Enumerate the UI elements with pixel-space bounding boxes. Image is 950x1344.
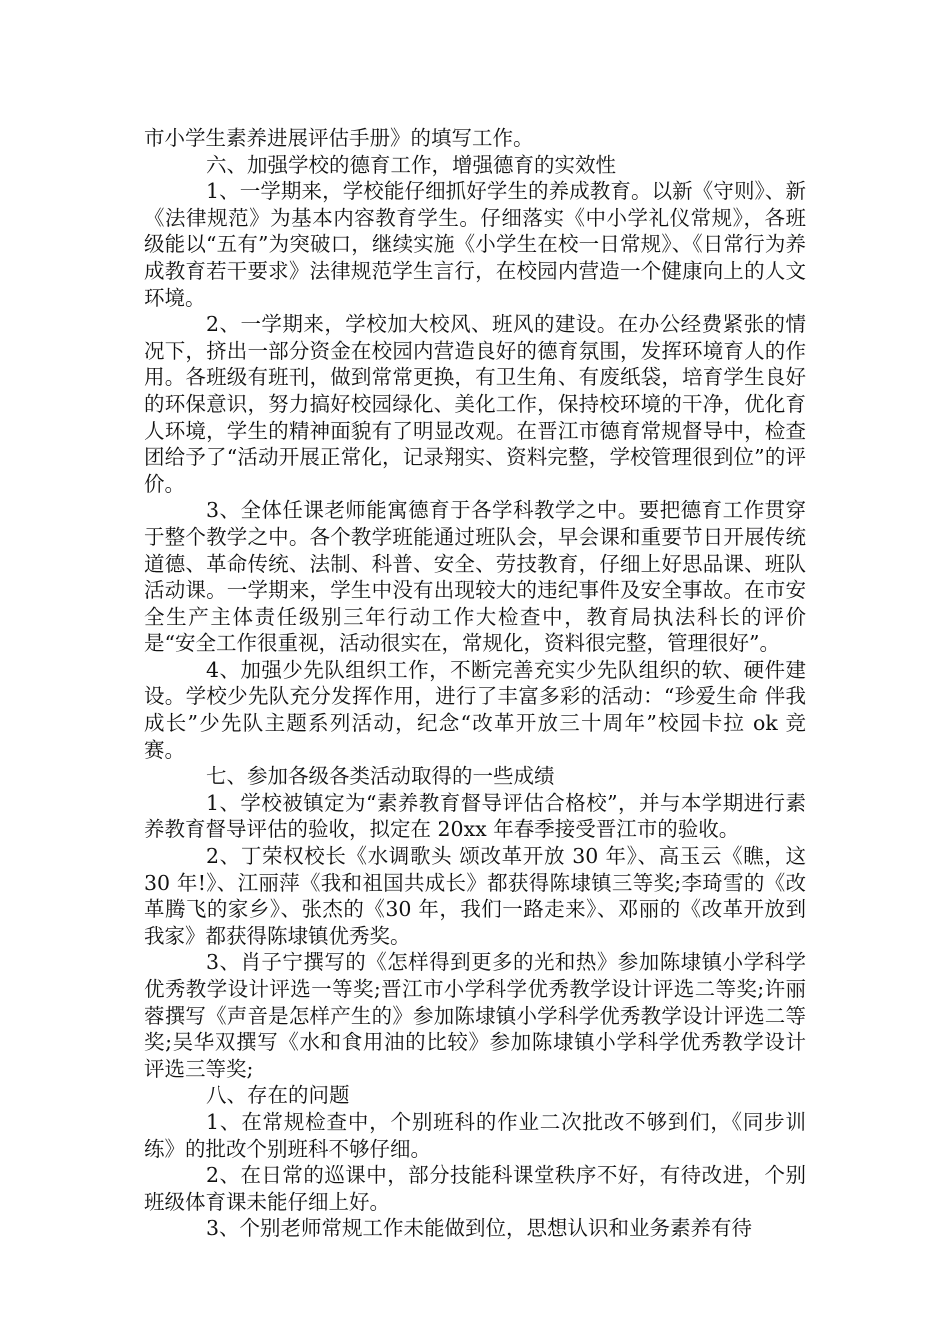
section-heading-7: 七、参加各级各类活动取得的一些成绩: [206, 764, 555, 789]
paragraph-continuation: 市小学生素养进展评估手册》的填写工作。: [144, 126, 534, 150]
paragraph-8-1: 1、在常规检查中，个别班科的作业二次批改不够到们，《同步训练》的批改个别班科不够仔细。: [144, 1109, 806, 1161]
paragraph-7-1: 1、学校被镇定为“素养教育督导评估合格校”，并与本学期进行素养教育督导评估的验收，拟定在 20xx 年春季接受晋江市的验收。: [144, 790, 806, 842]
document-body: [144, 125, 806, 1242]
section-heading-6: 六、加强学校的德育工作，增强德育的实效性: [206, 152, 616, 177]
paragraph-6-4: 4、加强少先队组织工作，不断完善充实少先队组织的软、硬件建设。学校少先队充分发挥作用，进行了丰富多彩的活动：“珍爱生命 伴我成长”少先队主题系列活动，纪念“改革开放三十周年”校园卡拉 ok 竞赛。: [144, 657, 806, 762]
paragraph-7-2: 2、丁荣权校长《水调歌头 颂改革开放 30 年》、高玉云《瞧，这 30 年!》、江丽萍《我和祖国共成长》都获得陈埭镇三等奖;李琦雪的《改革腾飞的家乡》、张杰的《30 年，我们一路走来》、邓丽的《改革开放到我家》都获得陈埭镇优秀奖。: [144, 844, 806, 948]
paragraph-8-3: 3、个别老师常规工作未能做到位，思想认识和业务素养有待: [206, 1216, 753, 1241]
paragraph-6-1: 1、一学期来，学校能仔细抓好学生的养成教育。以新《守则》、新《法律规范》为基本内容教育学生。仔细落实《中小学礼仪常规》，各班级能以“五有”为突破口，继续实施《小学生在校一日常规》、《日常行为养成教育若干要求》法律规范学生言行，在校园内营造一个健康向上的人文环境。: [144, 179, 806, 310]
paragraph-8-2: 2、在日常的巡课中，部分技能科课堂秩序不好，有待改进，个别班级体育课未能仔细上好。: [144, 1163, 806, 1214]
paragraph-7-3: 3、肖子宁撰写的《怎样得到更多的光和热》参加陈埭镇小学科学优秀教学设计评选一等奖;晋江市小学科学优秀教学设计评选二等奖;许丽蓉撰写《声音是怎样产生的》参加陈埭镇小学科学优秀教学设计评选二等奖;吴华双撰写《水和食用油的比较》参加陈埭镇小学科学优秀教学设计评选三等奖;: [144, 950, 806, 1081]
paragraph-6-3: 3、全体任课老师能寓德育于各学科教学之中。要把德育工作贯穿于整个教学之中。各个教学班能通过班队会，早会课和重要节日开展传统道德、革命传统、法制、科普、安全、劳技教育，仔细上好思品课、班队活动课。一学期来，学生中没有出现较大的违纪事件及安全事故。在市安全生产主体责任级别三年行动工作大检查中，教育局执法科长的评价是“安全工作很重视，活动很实在，常规化，资料很完整，管理很好”。: [144, 498, 806, 656]
section-heading-8: 八、存在的问题: [206, 1083, 350, 1108]
paragraph-6-2: 2、一学期来，学校加大校风、班风的建设。在办公经费紧张的情况下，挤出一部分资金在校园内营造良好的德育氛围，发挥环境育人的作用。各班级有班刊，做到常常更换，有卫生角、有废纸袋，培育学生良好的环保意识，努力搞好校园绿化、美化工作，保持校环境的干净，优化育人环境，学生的精神面貌有了明显改观。在晋江市德育常规督导中，检查团给予了“活动开展正常化，记录翔实、资料完整，学校管理很到位”的评价。: [144, 312, 806, 496]
